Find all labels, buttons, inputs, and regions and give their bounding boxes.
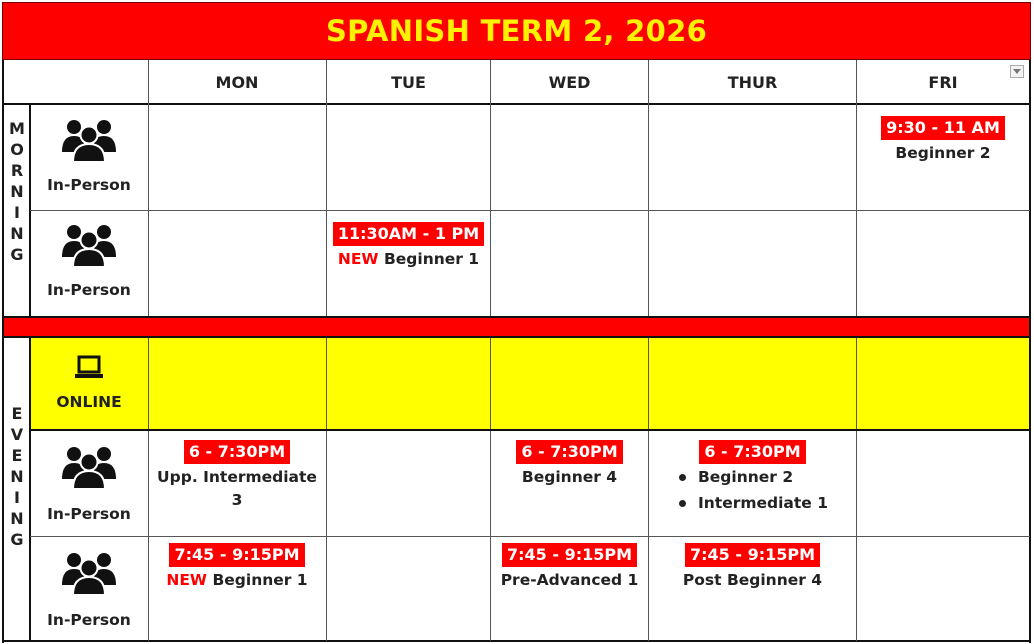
grid-line [490,60,491,104]
row-type-label: In-Person [47,505,131,523]
header-fri: FRI [928,72,958,92]
list-item: Intermediate 1 [677,490,828,516]
group-people-icon [60,445,118,489]
header-wed: WED [548,72,591,92]
new-badge: NEW [337,250,379,268]
group-people-icon [60,551,118,595]
grid-line [30,429,1030,431]
grid-line [2,103,1031,105]
list-item: Beginner 2 [677,464,828,490]
grid-line [326,337,327,641]
grid-line [30,210,1030,211]
class-course: Pre-Advanced 1 [500,571,639,589]
grid-line [648,337,649,641]
class-time: 7:45 - 9:15PM [502,543,637,567]
grid-line [2,640,1031,642]
new-badge: NEW [166,571,208,589]
grid-line [2,316,1031,318]
row-type-morning-2 [30,211,148,315]
row-type-label: In-Person [47,281,131,299]
grid-line [326,60,327,104]
grid-line [856,337,857,641]
group-people-icon [60,118,118,162]
header-mon: MON [215,72,259,92]
class-time: 6 - 7:30PM [184,440,290,464]
filter-dropdown-button[interactable] [1010,65,1024,78]
class-fri-morning-1[interactable] [857,116,1029,166]
row-type-online [30,338,148,428]
grid-line [148,60,149,104]
group-people-icon [60,223,118,267]
class-wed-evening-1[interactable] [491,440,648,490]
schedule-title: SPANISH TERM 2, 2026 [2,2,1031,60]
class-mon-evening-2[interactable] [149,543,325,593]
class-course: Upp. Intermediate [157,468,317,486]
grid-line [30,536,1030,537]
grid-line [490,337,491,641]
row-type-label: In-Person [47,176,131,194]
class-course: Beginner 2 [895,144,991,162]
class-tue-morning-2[interactable] [327,222,490,272]
grid-line [1029,60,1031,643]
class-course-level: 3 [231,491,243,509]
header-thur: THUR [727,72,778,92]
class-time: 9:30 - 11 AM [881,116,1005,140]
grid-line [856,60,857,104]
class-course-line: NEW Beginner 1 [166,571,308,589]
morning-evening-separator [3,317,1031,337]
grid-line [148,337,149,641]
class-time: 6 - 7:30PM [516,440,622,464]
class-course-line: NEW Beginner 1 [337,250,480,268]
class-course: Post Beginner 4 [682,571,823,589]
chevron-down-icon [1013,69,1021,74]
grid-line [2,336,1031,338]
header-tue: TUE [391,72,426,92]
class-time: 7:45 - 9:15PM [169,543,304,567]
class-course-list [677,464,828,516]
evening-side-label: E V E N I N G [10,404,24,549]
class-wed-evening-2[interactable] [491,543,648,593]
grid-line [2,60,4,643]
class-time: 6 - 7:30PM [699,440,805,464]
class-mon-evening-1[interactable] [149,440,325,510]
grid-line [29,337,31,642]
online-row-background [30,337,1030,429]
morning-side-label: M O R N I N G [9,119,25,264]
class-time: 7:45 - 9:15PM [685,543,820,567]
row-type-label: In-Person [47,611,131,629]
class-time: 11:30AM - 1 PM [333,222,484,246]
row-type-morning-1 [30,106,148,210]
row-type-label: ONLINE [56,393,122,411]
row-type-evening-2 [30,537,148,639]
class-thu-evening-2[interactable] [649,543,856,593]
class-thu-evening-1[interactable] [649,440,856,516]
laptop-icon [74,355,104,381]
class-course: Beginner 4 [521,468,618,486]
row-type-evening-1 [30,431,148,536]
grid-line [648,60,649,104]
